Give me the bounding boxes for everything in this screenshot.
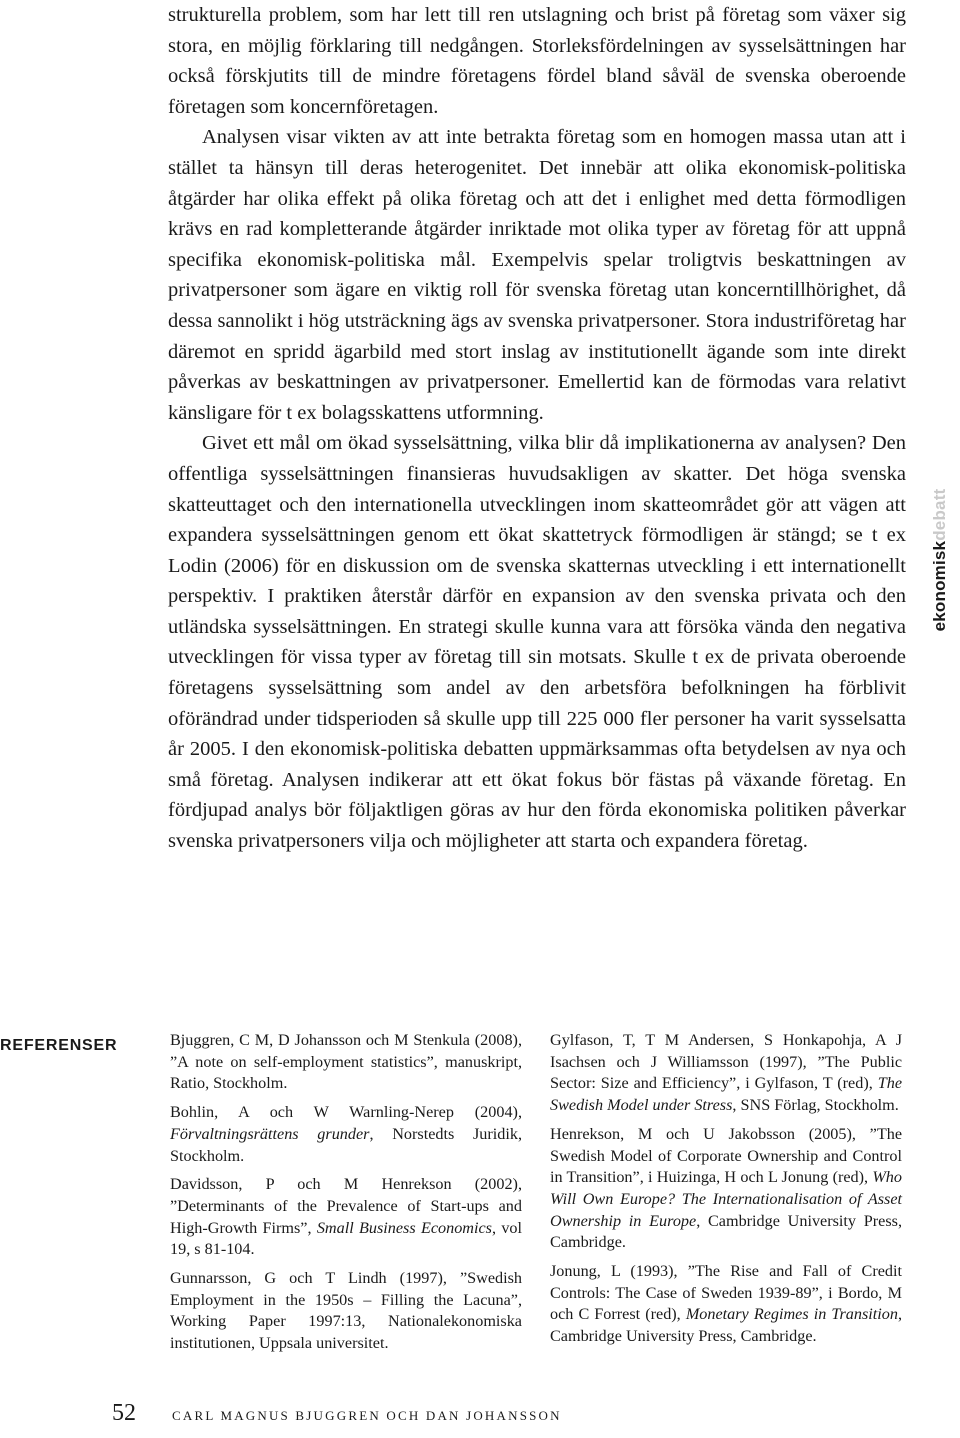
section-label <box>930 489 950 632</box>
section-label-part2: debatt <box>930 488 949 541</box>
footer-authors: CARL MAGNUS BJUGGREN OCH DAN JOHANSSON <box>172 1408 562 1423</box>
reference-entry: Bjuggren, C M, D Johansson och M Stenkula (2008), ”A note on self-employment statistics”, manuskript, Ratio, Stockholm. <box>170 1031 522 1093</box>
reference-entry: Jonung, L (1993), ”The Rise and Fall of Credit Controls: The Case of Sweden 1939-89”, i Bordo, M och C Forrest (red), Monetary Regimes in Transition, Cambridge University Press, Cambridge. <box>550 1262 903 1346</box>
body-paragraph: Givet ett mål om ökad sysselsättning, vilka blir då implikationerna av analysen? Den offentliga sysselsättningen finansieras huvudsakligen av skatter. Det höga svenska skatteuttaget och den internationella utvecklingen inom skatteområdet gör att vägen att expandera sysselsättningen genom ett ökat skattetryck förmodligen är stängd; se t ex Lodin (2006) för en diskussion om de svenska skatternas utveckling i ett internationellt perspektiv. I praktiken återstår därför en expansion av den svenska privata och den utländska sysselsättningen. En strategi skulle kunna vara att försöka vända den negativa utvecklingen för vissa typer av företag till sin motsats. Skulle t ex de privata oberoende företagens sysselsättning som andel av den arbetsföra befolkningen ha förblivit oförändrad under tidsperioden så skulle upp till 225 000 fler personer ha varit sysselsatta år 2005. I den ekonomisk-politiska debatten uppmärksammas ofta betydelsen av nya och små företag. Analysen indikerar att ett ökat fokus bör fästas på växande företag. En fördjupad analys bör följaktligen göras av hur den förda ekonomiska politiken påverkar svenska privatpersoners vilja och möjligheter att starta och expandera företag. <box>168 432 906 853</box>
reference-entry: Gunnarsson, G och T Lindh (1997), ”Swedish Employment in the 1950s – Filling the Lacuna”, Working Paper 1997:13, Nationalekonomiska institutionen, Uppsala universitet. <box>170 1269 522 1353</box>
page-number: 52 <box>112 1400 136 1426</box>
body-paragraph: Analysen visar vikten av att inte betrakta företag som en homogen massa utan att i stället ta hänsyn till deras heterogenitet. Det innebär att olika ekonomisk-politiska åtgärder har olika effekt på olika företag och att det i enlighet med detta förmodligen krävs en rad kompletterande åtgärder inriktade mot olika typer av företag för att uppnå specifika ekonomisk-politiska mål. Exempelvis spelar troligtvis beskattningen av privatpersoner som ägare en viktig roll för svenska företag utan koncerntillhörighet, då dessa sannolikt i hög utsträckning ägs av svenska privatpersoner. Stora industriföretag har däremot en spridd ägarbild med stort inslag av institutionellt ägande som inte direkt påverkas av beskattningen av privatpersoner. Emellertid kan de förmodas vara relativt känsligare för t ex bolagsskattens utformning. <box>168 126 906 424</box>
reference-entry: Gylfason, T, T M Andersen, S Honkapohja, A J Isachsen och J Williamsson (1997), ”The Public Sector: Size and Efficiency”, i Gylfason, T (red), The Swedish Model under Stress, SNS Förlag, Stockholm. <box>550 1031 902 1115</box>
main-text-column <box>168 0 906 857</box>
reference-entry: Bohlin, A och W Warnling-Nerep (2004), Förvaltningsrättens grunder, Norstedts Juridik, Stockholm. <box>170 1103 522 1165</box>
references-left-column <box>170 1030 522 1362</box>
reference-entry: Henrekson, M och U Jakobsson (2005), ”The Swedish Model of Corporate Ownership and Control in Transition”, i Huizinga, H och L Jonung (red), Who Will Own Europe? The Internationalisation of Asset Ownership in Europe, Cambridge University Press, Cambridge. <box>550 1124 902 1252</box>
section-label-part1: ekonomisk <box>930 540 949 632</box>
references-heading: REFERENSER <box>0 1037 118 1054</box>
references-right-column <box>550 1030 902 1355</box>
body-paragraph: strukturella problem, som har lett till ren utslagning och brist på företag som växer sig stora, en möjlig förklaring till nedgången. Storleksfördelningen av sysselsättningen har också förskjutits till de mindre företagens fördel bland såväl de svenska oberoende företagen som koncernföretagen. <box>168 4 906 118</box>
reference-entry: Davidsson, P och M Henrekson (2002), ”Determinants of the Prevalence of Start-ups and High-Growth Firms”, Small Business Economics, vol 19, s 81-104. <box>170 1175 523 1259</box>
